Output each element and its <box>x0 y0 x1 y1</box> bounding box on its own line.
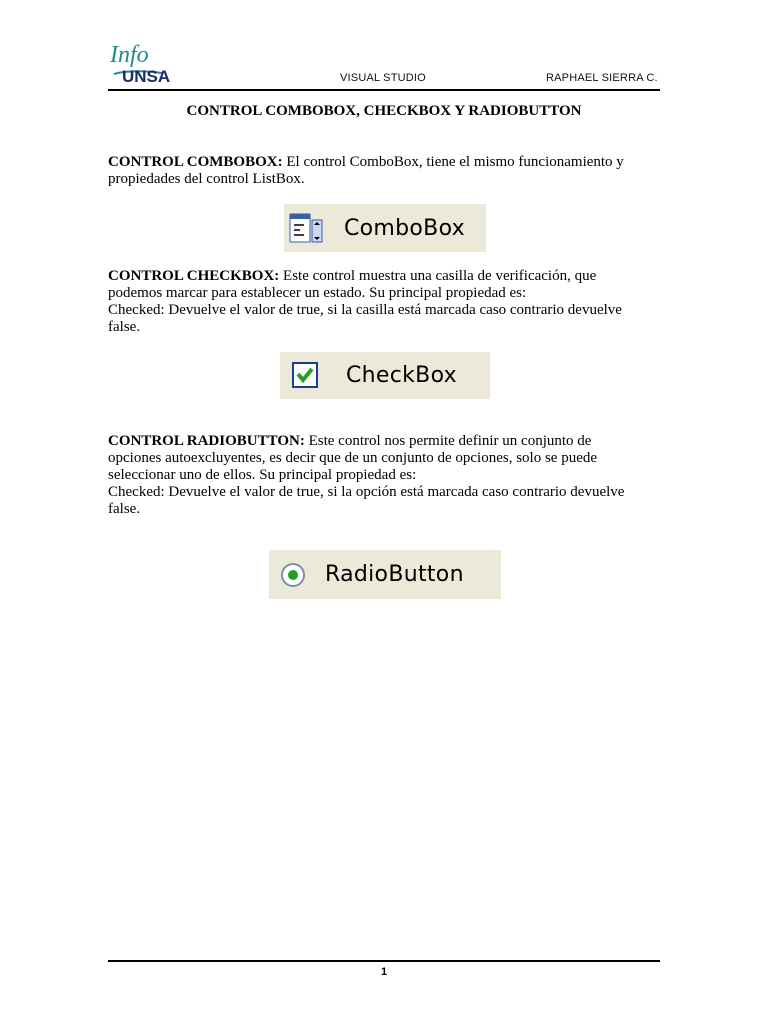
header-rule <box>108 89 660 91</box>
combobox-section <box>108 154 668 188</box>
checkbox-section <box>108 268 668 336</box>
radiobutton-icon <box>271 553 315 597</box>
radiobutton-heading: CONTROL RADIOBUTTON: <box>108 433 305 449</box>
document-title: CONTROL COMBOBOX, CHECKBOX Y RADIOBUTTON <box>186 103 582 119</box>
radiobutton-text-3: seleccionar uno de ellos. Su principal propiedad es: <box>108 467 417 483</box>
footer-rule <box>108 960 660 962</box>
header-subject: VISUAL STUDIO <box>340 72 426 84</box>
checkbox-text-2: podemos marcar para establecer un estado. Su principal propiedad es: <box>108 285 527 301</box>
radiobutton-text-1: Este control nos permite definir un conjunto de <box>304 433 592 449</box>
checkbox-heading: CONTROL CHECKBOX: <box>108 268 280 284</box>
combobox-text-2: propiedades del control ListBox. <box>108 171 305 187</box>
combobox-heading: CONTROL COMBOBOX: <box>108 154 283 170</box>
radiobutton-label: RadioButton <box>325 562 464 587</box>
header-author: RAPHAEL SIERRA C. <box>546 72 658 84</box>
radiobutton-text-4: Checked: Devuelve el valor de true, si la opción está marcada caso contrario devuelve <box>108 484 625 500</box>
infounsa-logo <box>108 40 218 90</box>
checkbox-text-4: false. <box>108 319 141 335</box>
checkbox-toolbox-image <box>280 352 490 399</box>
logo-unsa-text: UNSA <box>122 67 171 86</box>
checkbox-label: CheckBox <box>346 363 457 388</box>
radiobutton-toolbox-image <box>269 550 501 599</box>
radiobutton-text-2: opciones autoexcluyentes, es decir que de un conjunto de opciones, solo se puede <box>108 450 598 466</box>
checkbox-text-3: Checked: Devuelve el valor de true, si la casilla está marcada caso contrario devuelve <box>108 302 622 318</box>
page-number: 1 <box>380 966 388 978</box>
checkbox-text-1: Este control muestra una casilla de verificación, que <box>279 268 597 284</box>
combobox-label: ComboBox <box>344 215 465 241</box>
logo-info-text: Info <box>110 42 149 68</box>
radiobutton-text-5: false. <box>108 501 141 517</box>
radiobutton-section <box>108 433 668 518</box>
combobox-toolbox-image <box>284 204 486 252</box>
checkbox-icon <box>286 354 330 398</box>
combobox-text-1: El control ComboBox, tiene el mismo funcionamiento y <box>282 154 624 170</box>
combobox-icon <box>284 206 328 250</box>
